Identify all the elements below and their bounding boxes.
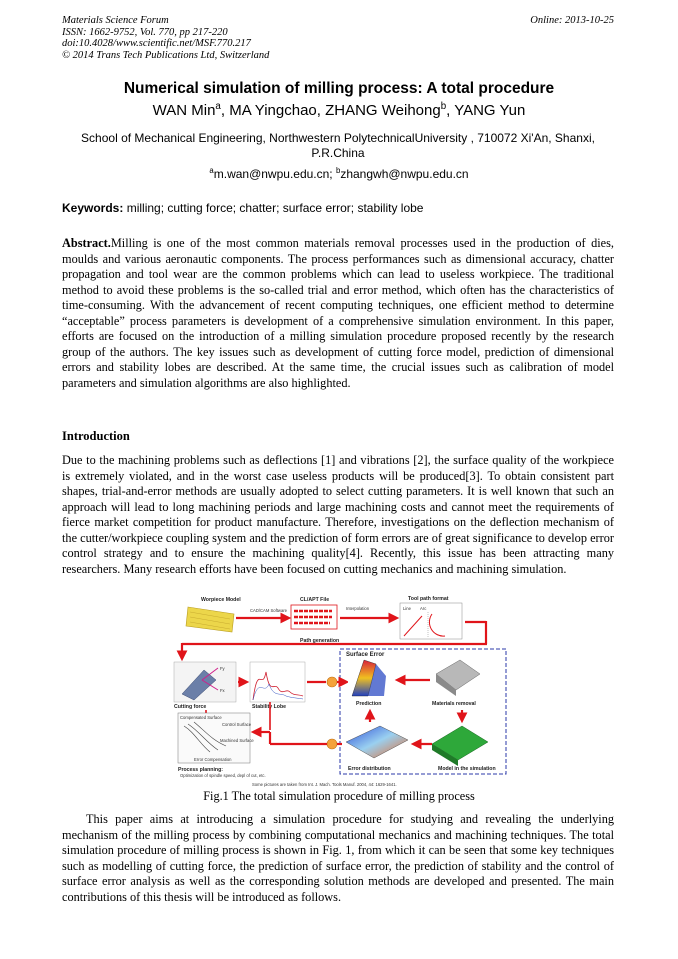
abstract-label: Abstract. (62, 236, 111, 250)
label-path-generation: Path generation (300, 638, 340, 644)
keywords-text: milling; cutting force; chatter; surface error; stability lobe (123, 201, 424, 215)
abstract-text: Milling is one of the most common materials removal processes used in the production of dies, moulds and various aeronautic components. The process performances such as dimensional accuracy, chatter propagation and tool wear are the common problems which can lead to useless workpiece. The traditional method to avoid these problems is the so-called trial and error method, which often has the characteristics of time-consuming. With the advancement of recent computing techniques, one efficient method to determine “acceptable” process parameters is development of a comprehensive simulation environment. In this paper, efforts are focused on the introduction of a milling simulation procedure proposed recently by the research group of the authors. The key issues such as development of cutting force model, prediction of dimensional errors and stability lobes are described. At the same time, the crucial issues such as calibration of model parameters and simulation algorithms are also highlighted. (62, 236, 614, 390)
abstract (62, 236, 614, 391)
email-line (0, 167, 678, 181)
label-cutting-force: Cutting force (174, 704, 207, 710)
label-fx: Fx (220, 688, 225, 693)
author-3: , YANG Yun (446, 102, 526, 119)
author-2: , MA Yingchao, ZHANG Weihong (220, 102, 441, 119)
issn-line: ISSN: 1662-9752, Vol. 770, pp 217-220 (62, 26, 228, 38)
author-list (0, 102, 678, 119)
email-b: zhangwh@nwpu.edu.cn (340, 167, 469, 181)
keywords (62, 201, 423, 215)
label-cad-cam: CAD/CAM Software (250, 608, 287, 613)
author-1-sup: a (215, 101, 221, 112)
email-a: m.wan@nwpu.edu.cn; (213, 167, 336, 181)
section-heading-introduction: Introduction (62, 429, 130, 443)
label-stability-lobe: Stability Lobe (252, 704, 287, 710)
label-error-compensation: Error Compensation (194, 757, 232, 762)
label-prediction: Prediction (356, 701, 382, 707)
label-process-planning: Process planning: (178, 767, 223, 773)
journal-name: Materials Science Forum (62, 15, 169, 26)
label-interpolation: Interpolation (346, 606, 370, 611)
introduction-paragraph: Due to the machining problems such as deflections [1] and vibrations [2], the surface quality of the workpiece is extremely violated, and in the worst case useless products will be produced[3]. To obtain consistent part shapes, trial-and-error methods are usually adopted to select cutting parameters. It is well known that such an approach will lead to long machining periods and large machining costs and cannot meet the requirements of fierce market competition for product manufacture. Therefore, investigations on the deflection mechanism of the cutter/workpiece coupling system and the prediction of form errors are of great significance to develop error control strategy and to ensure the machining quality[4]. Recently, this issue has been attracting many researchers. Many research efforts have been focused on cutting mechanics and machining simulation. (62, 453, 614, 576)
author-2-sup: b (440, 101, 447, 112)
label-control-surface: Control Surface (222, 722, 252, 727)
copyright-line: © 2014 Trans Tech Publications Ltd, Switzerland (62, 49, 270, 61)
label-materials-removal: Materials removal (432, 701, 476, 707)
label-machined-surface: Machined Surface (220, 738, 254, 743)
figure-1-diagram (170, 592, 510, 788)
affiliation: School of Mechanical Engineering, Northwestern PolytechnicalUniversity , 710072 Xi'An, Shanxi, P.R.China (81, 131, 595, 160)
label-arc: Arc (420, 606, 427, 611)
figure-caption: Fig.1 The total simulation procedure of milling process (203, 789, 475, 803)
keywords-label: Keywords: (62, 201, 124, 215)
label-compensated-surface: Compensated Surface (180, 715, 222, 720)
email-b-sup: b (335, 166, 341, 175)
label-cl-apt-file: CL/APT File (300, 597, 330, 603)
author-1: WAN Min (152, 102, 216, 119)
label-surface-error: Surface Error (346, 652, 385, 658)
junction-node-top (327, 677, 337, 687)
paper-title: Numerical simulation of milling process: A total procedure (123, 80, 555, 97)
label-workpiece-model: Worpiece Model (201, 597, 241, 603)
label-line: Line (403, 606, 411, 611)
online-date: Online: 2013-10-25 (530, 15, 614, 26)
label-optimization: Optimization of spindle speed, depl of cut, etc. (180, 773, 266, 778)
email-a-sup: a (209, 166, 214, 175)
label-fy: Fy (220, 666, 225, 671)
doi-line: doi:10.4028/www.scientific.net/MSF.770.217 (62, 38, 251, 49)
running-header (62, 15, 269, 61)
label-tool-path-format: Tool path format (408, 596, 449, 602)
error-distribution-image (346, 726, 408, 758)
stability-lobe-image (250, 662, 305, 702)
label-error-distribution: Error distribution (348, 766, 391, 772)
junction-node-bottom (327, 739, 337, 749)
label-model-in-simulation: Model in the simulation (438, 766, 496, 772)
label-source-note: Some pictures are taken from Int. J. Mach. Tools Manuf. 2004, 44: 1629-1641. (252, 782, 397, 787)
closing-paragraph: This paper aims at introducing a simulation procedure for studying and revealing the underlying mechanism of the milling process by combining computational mechanics and machining techniques. The total simulation procedure of milling process is shown in Fig. 1, from which it can be seen that some key techniques such as modelling of cutting force, the prediction of surface error, the prediction of stability and the control of surface error analysis as well as the corresponding solution methods are developed and presented. The main contributions of this thesis will be introduced as follows. (62, 812, 614, 904)
